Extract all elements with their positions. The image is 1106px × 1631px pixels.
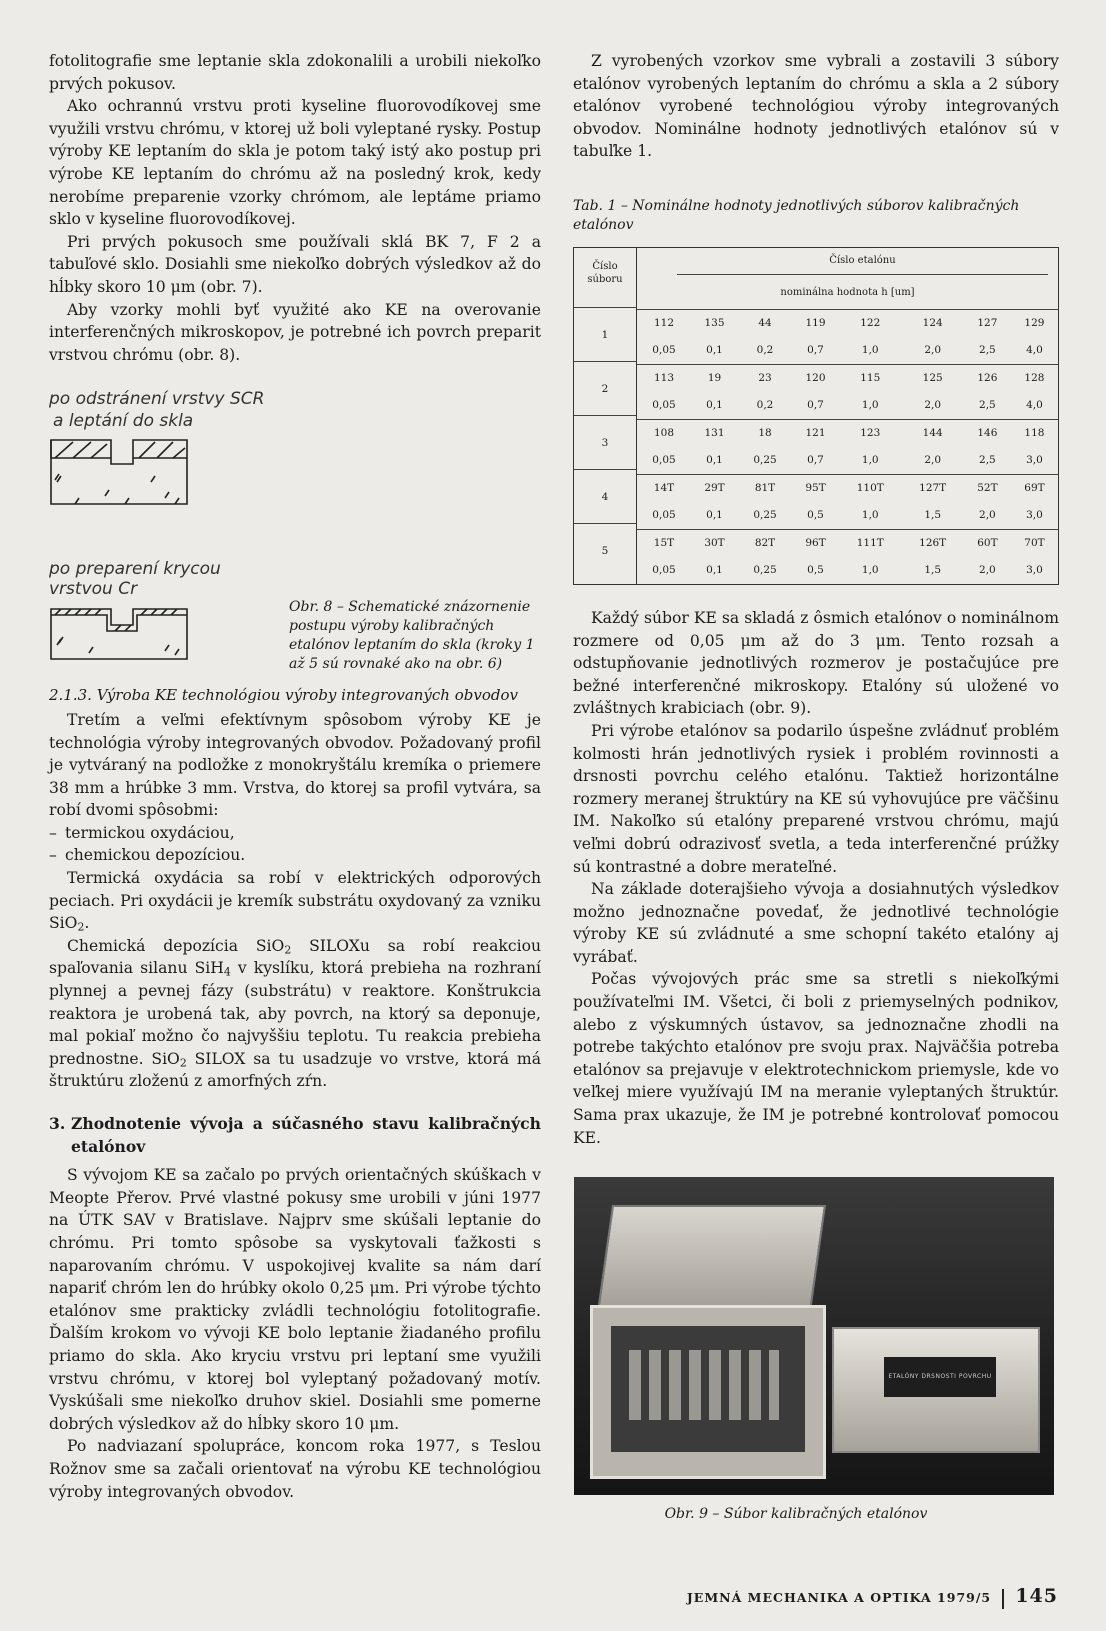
nominal-value-cell: 0,7 [792, 337, 839, 365]
nominal-value-cell: 1,5 [924, 564, 942, 577]
journal-name: JEMNÁ MECHANIKA A OPTIKA 1979/5 [686, 1590, 992, 1605]
table-row [637, 474, 1058, 502]
table-row [637, 557, 1058, 584]
etalon-id-cell: 14T [653, 482, 675, 495]
etalon-id-cell: 60T [977, 537, 998, 550]
etalon-id-cell: 82T [754, 537, 776, 550]
closed-box [832, 1327, 1040, 1453]
table-1 [573, 247, 1059, 585]
fig8-label-1: po odstránení vrstvy SCR [49, 389, 265, 410]
nominal-value-cell: 3,0 [1011, 447, 1058, 475]
etalon-id-cell: 19 [707, 372, 722, 385]
set-number-cell: 3 [574, 416, 636, 470]
nominal-value-cell: 2,0 [964, 502, 1011, 530]
etalon-id-cell: 120 [805, 372, 826, 385]
nominal-value-cell: 2,5 [964, 447, 1011, 475]
nominal-value-cell: 0,25 [738, 447, 792, 475]
set-number-cell: 1 [574, 308, 636, 362]
table-row [637, 310, 1058, 337]
paragraph: Po nadviazaní spolupráce, koncom roka 1977, s Teslou Rožnov sme sa začali orientovať na výrobu KE technológiou výroby integrovaných obvodov. [49, 1437, 541, 1501]
etalon-id-cell: 112 [653, 317, 675, 330]
list-item: – termickou oxydáciou, [49, 822, 541, 845]
etalon-id-cell: 81T [754, 482, 776, 495]
subsection-heading: 2.1.3. Výroba KE technológiou výroby integrovaných obvodov [49, 686, 518, 705]
paragraph: Počas vývojových prác sme sa stretli s niekoľkými používateľmi IM. Všetci, či boli z priemyselných podnikov, alebo z výskumných ústavov, sa jednoznačne zhodli na potrebe takýchto etalónov pre svoju prax. Najväčšia potreba etalónov sa prejavuje v elektrotechnickom priemysle, kde vo veľkej miere využívajú IM na meranie vyleptaných štruktúr. Sama prax ukazuje, že IM je potrebné kontrolovať pomocou KE. [573, 970, 1059, 1147]
nominal-value-cell: 2,5 [964, 337, 1011, 365]
paragraph: Ako ochrannú vrstvu proti kyseline fluorovodíkovej sme využili vrstvu chrómu, v ktorej už boli vyleptané rysky. Postup výroby KE leptaním do skla je potom taký istý ako postup pri výrobe KE leptaním do chrómu až na posledný krok, kedy nerobíme preparenie vzorky chrómom, ale leptáme priamo sklo v kyseline fluorovodíkovej. [49, 97, 541, 229]
etalon-id-cell: 124 [922, 317, 943, 330]
section-number: 3. [49, 1114, 66, 1133]
etalon-id-cell: 146 [977, 427, 998, 440]
set-number-cell: 2 [574, 362, 636, 416]
etalon-id-cell: 121 [805, 427, 826, 440]
list-item: – chemickou depozíciou. [49, 844, 541, 867]
etalon-id-cell: 135 [704, 317, 725, 330]
fig8-label-2: a leptání do skla [53, 411, 194, 432]
etalon-id-cell: 122 [860, 317, 881, 330]
open-box-tray [590, 1305, 826, 1479]
nominal-value-cell: 2,0 [901, 392, 963, 420]
nominal-value-cell: 0,25 [753, 564, 777, 577]
nominal-value-cell: 4,0 [1011, 392, 1058, 420]
paragraph: Pri výrobe etalónov sa podarilo úspešne zvládnuť problém kolmosti hrán jednotlivých rysiek i problém rovinnosti a drsnosti povrchu celého etalónu. Taktiež horizontálne rozmery meranej štruktúry na KE sú vyhovujúce pre väčšinu IM. Nakoľko sú etalóny preparené vrstvou chrómu, majú veľmi dobrú odrazivosť svetla, a teda interferenčné prúžky sú kontrastné a dobre merateľné. [573, 721, 1059, 876]
nominal-header: nominálna hodnota h [um] [637, 275, 1058, 310]
nominal-value-cell: 0,1 [691, 392, 738, 420]
set-column [574, 248, 637, 584]
left-column [49, 50, 541, 1503]
etalon-id-cell: 18 [758, 427, 772, 440]
table-row [637, 529, 1058, 557]
etalon-id-cell: 23 [758, 372, 772, 385]
etalon-id-cell: 52T [977, 482, 998, 495]
nominal-value-cell: 2,5 [964, 392, 1011, 420]
nominal-value-cell: 0,2 [738, 392, 792, 420]
etalon-id-cell: 126T [919, 537, 947, 550]
etalon-id-cell: 44 [758, 317, 772, 330]
fig8-caption: Obr. 8 – Schematické znázornenie postupu výroby kalibračných etalónov leptaním do skla (kroky 1 až 5 sú rovnaké ako na obr. 6) [289, 599, 535, 673]
etalon-id-cell: 29T [704, 482, 725, 495]
table-row [637, 392, 1058, 420]
etalon-id-cell: 131 [704, 427, 725, 440]
nominal-value-cell: 0,1 [706, 564, 723, 577]
paragraph: Z vyrobených vzorkov sme vybrali a zostavili 3 súbory etalónov vyrobených leptaním do chrómu a skla a 2 súbory etalónov vyrobené technológiou výroby integrovaných obvodov. Nominálne hodnoty jednotlivých etalónov sú v tabuľke 1. [573, 52, 1059, 161]
table-row [637, 419, 1058, 447]
paragraph: Na základe doterajšieho vývoja a dosiahnutých výsledkov možno jednoznačne povedať, že jednotlivé technológie výroby KE sú zvládnuté a sme schopní takéto etalóny aj vyrábať. [573, 880, 1059, 966]
paragraph: S vývojom KE sa začalo po prvých orientačných skúškach v Meopte Přerov. Prvé vlastné pokusy sme urobili v júni 1977 na ÚTK SAV v Bratislave. Najprv sme skúšali leptanie do chrómu. Pri tomto spôsobe sa vyskytovali ťažkosti s naparovaním chrómu. V uspokojivej kvalite sa nám darí napariť chróm len do hrúbky okolo 0,25 μm. Pri výrobe týchto etalónov sme prakticky zvládli technológiu fotolitografie. Ďalším krokom vo vývoji KE bolo leptanie žiadaného profilu priamo do skla. Ako kryciu vrstvu pri leptaní sme využili vrstvu chrómu, v ktorej bol vyleptaný požadovaný motív. Vyskúšali sme niekoľko druhov skiel. Dosiahli sme pomerne dobrých výsledkov až do hĺbky skoro 10 μm. [49, 1166, 541, 1433]
nominal-value-cell: 0,7 [792, 447, 839, 475]
nominal-value-cell: 2,0 [901, 447, 963, 475]
nominal-value-cell: 2,0 [901, 337, 963, 365]
etalon-id-cell: 118 [1024, 427, 1045, 440]
table-body [637, 310, 1058, 584]
page-number: 145 [1015, 1585, 1058, 1607]
table-caption: Tab. 1 – Nominálne hodnoty jednotlivých súborov kalibračných etalónov [573, 197, 1020, 233]
nominal-value-cell: 0,25 [738, 502, 792, 530]
fig8-label-4: vrstvou Cr [49, 579, 138, 600]
etalon-id-cell: 125 [922, 372, 943, 385]
etalon-id-cell: 127T [919, 482, 947, 495]
nominal-value-cell: 0,05 [637, 502, 691, 530]
nominal-value-cell: 0,05 [637, 447, 691, 475]
right-column [573, 50, 1059, 1524]
section-heading: 3. Zhodnotenie vývoja a súčasného stavu kalibračných etalónov [49, 1114, 541, 1156]
nominal-value-cell: 0,7 [792, 392, 839, 420]
fig9-caption: Obr. 9 – Súbor kalibračných etalónov [664, 1506, 928, 1523]
nominal-value-cell: 0,05 [637, 392, 691, 420]
nominal-value-cell: 1,0 [839, 502, 901, 530]
etalon-id-cell: 69T [1024, 482, 1045, 495]
box-label-plate [884, 1357, 996, 1397]
paragraph: Aby vzorky mohli byť využité ako KE na overovanie interferenčných mikroskopov, je potrebné ich povrch preparit vrstvou chrómu (obr. 8). [49, 300, 541, 364]
etalon-id-cell: 119 [805, 317, 826, 330]
fig8-diagram-coated [49, 605, 189, 663]
table-row [637, 337, 1058, 365]
etalon-id-cell: 111T [856, 537, 884, 550]
nominal-value-cell: 0,1 [691, 502, 738, 530]
table-row [637, 502, 1058, 530]
etalon-id-cell: 126 [977, 372, 998, 385]
etalon-id-cell: 129 [1024, 317, 1045, 330]
etalon-id-cell: 123 [860, 427, 881, 440]
nominal-value-cell: 0,1 [691, 447, 738, 475]
table-row [637, 447, 1058, 475]
nominal-value-cell: 2,0 [979, 564, 996, 577]
etalon-header: Číslo etalónu [677, 248, 1048, 275]
paragraph: Pri prvých pokusoch sme používali sklá BK 7, F 2 a tabuľové sklo. Dosiahli sme niekoľko dobrých výsledkov až do hĺbky skoro 10 μm (obr. 7). [49, 232, 541, 296]
page-footer [687, 1585, 1058, 1609]
etalon-id-cell: 110T [856, 482, 884, 495]
etalon-id-cell: 95T [805, 482, 826, 495]
paragraph: Chemická depozícia SiO$_2$ SILOXu sa robí reakciou spaľovania silanu SiH$_4$ v kyslíku, ktorá prebieha na rozhraní plynnej a pevnej fázy (substrátu) v reaktore. Konštrukcia reaktora je urobená tak, aby povrch, na ktorý sa deponuje, mal pokiaľ možno čo najvyššiu teplotu. Tu reakcia prebieha prednostne. SiO$_2$ SILOX sa tu usadzuje vo vrstve, ktorá má štruktúru zloženú z amorfných zŕn. [49, 936, 542, 1091]
nominal-value-cell: 0,5 [792, 502, 839, 530]
nominal-value-cell: 1,0 [839, 392, 901, 420]
nominal-value-cell: 1,5 [901, 502, 963, 530]
set-number-cell: 5 [601, 544, 609, 557]
nominal-value-cell: 0,2 [738, 337, 792, 365]
nominal-value-cell: 1,0 [861, 564, 879, 577]
etalon-id-cell: 115 [860, 372, 881, 385]
etalon-id-cell: 96T [805, 537, 826, 550]
nominal-value-cell: 3,0 [1011, 502, 1058, 530]
nominal-value-cell: 0,1 [691, 337, 738, 365]
set-number-cell: 4 [574, 470, 636, 524]
figure-8 [49, 380, 541, 680]
paragraph: Každý súbor KE sa skladá z ôsmich etalónov o nominálnom rozmere od 0,05 μm až do 3 μm. Tento rozsah a odstupňovanie jednotlivých rozmerov je postačujúce pre bežné interferenčné mikroskopy. Etalóny sú uložené vo zvláštnych krabiciach (obr. 9). [573, 608, 1059, 718]
nominal-value-cell: 1,0 [839, 337, 901, 365]
footer-divider [1002, 1589, 1004, 1609]
etalon-id-cell: 144 [922, 427, 943, 440]
paragraph: Tretím a veľmi efektívnym spôsobom výroby KE je technológia výroby integrovaných obvodov. Požadovaný profil je vytváraný na podložke z monokryštálu kremíka o priemere 38 mm a hrúbke 3 mm. Vrstva, do ktorej sa profil vytvára, sa robí dvomi spôsobmi: [49, 710, 541, 820]
set-header: Číslo súboru [574, 248, 636, 308]
etalon-id-cell: 128 [1024, 372, 1045, 385]
etalon-id-cell: 108 [653, 427, 675, 440]
paragraph: Termická oxydácia sa robí v elektrických odporových peciach. Pri oxydácii je kremík substrátu oxydovaný za vzniku SiO$_2$. [49, 869, 541, 934]
nominal-value-cell: 1,0 [839, 447, 901, 475]
etalon-id-cell: 30T [704, 537, 725, 550]
nominal-value-cell: 4,0 [1011, 337, 1058, 365]
fig8-label-3: po preparení krycou [49, 559, 221, 580]
nominal-value-cell: 3,0 [1026, 564, 1043, 577]
etalon-id-cell: 113 [653, 372, 675, 385]
box-label-text: ETALÓNY DRSNOSTI POVRCHU [888, 1372, 992, 1380]
etalon-id-cell: 127 [977, 317, 998, 330]
etalon-id-cell: 15T [653, 537, 675, 550]
paragraph: fotolitografie sme leptanie skla zdokonalili a urobili niekoľko prvých pokusov. [49, 52, 541, 93]
nominal-value-cell: 0,05 [637, 337, 691, 365]
open-box-lid [596, 1205, 826, 1319]
figure-9-photo [574, 1177, 1054, 1495]
table-row [637, 364, 1058, 392]
fig8-diagram-etched [49, 436, 189, 508]
nominal-value-cell: 0,5 [807, 564, 824, 577]
nominal-value-cell: 0,05 [652, 564, 676, 577]
etalon-id-cell: 70T [1024, 537, 1045, 550]
